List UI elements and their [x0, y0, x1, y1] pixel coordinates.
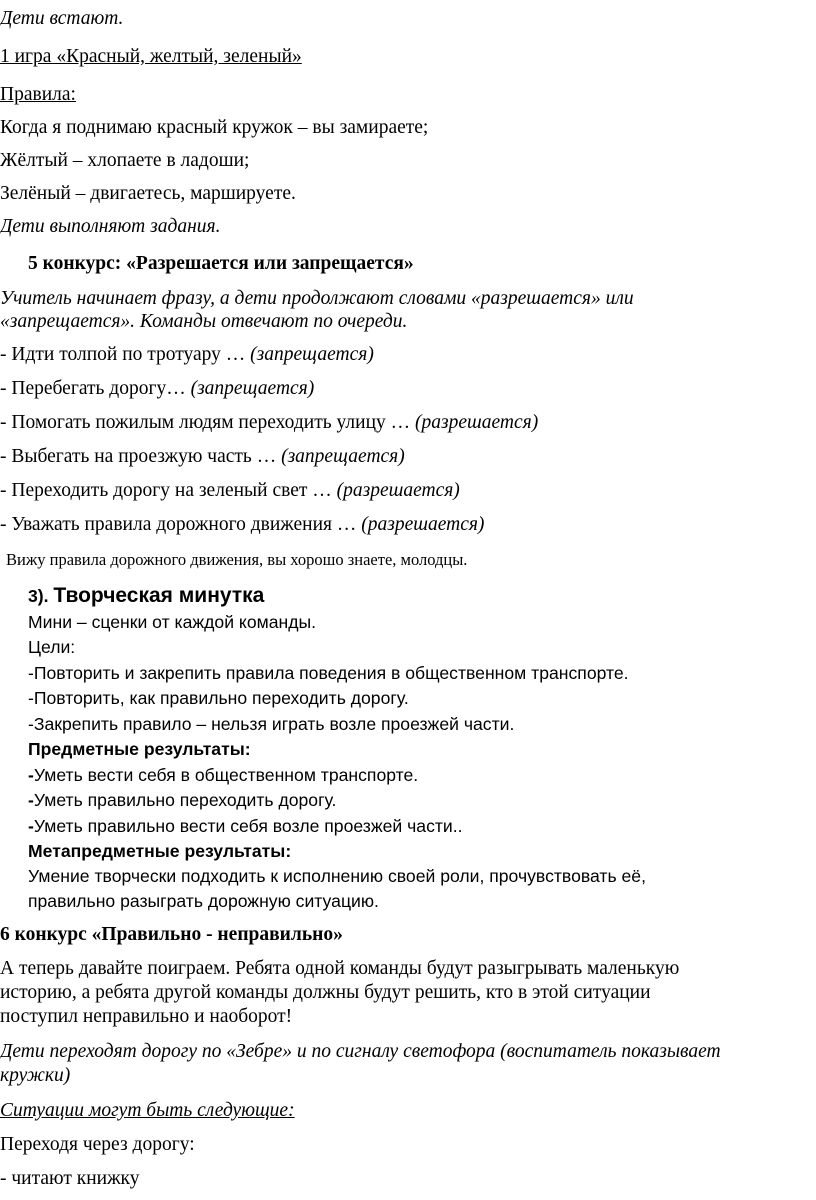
creative-mini: Мини – сценки от каждой команды. [28, 612, 317, 632]
kids-do-text: Дети выполняют задания. [0, 216, 221, 237]
reading-item: - читают книжку [0, 1168, 140, 1189]
contest5-intro-line1: Учитель начинает фразу, а дети продолжают словами «разрешается» или [0, 288, 634, 309]
subject-result-item: -Уметь правильно вести себя возле проезжей части.. [28, 816, 463, 836]
contest6-note-line2: кружки) [0, 1065, 71, 1086]
subject-result-item: -Уметь вести себя в общественном транспорте. [28, 765, 419, 785]
subject-results-label: Предметные результаты: [28, 739, 251, 759]
contest5-intro-line2: «запрещается». Команды отвечают по очереди. [0, 311, 408, 332]
goal-item: -Повторить и закрепить правила поведения в общественном транспорте. [28, 663, 629, 683]
contest6-note-line1: Дети переходят дорогу по «Зебре» и по сигналу светофора (воспитатель показывает [0, 1041, 721, 1062]
goal-item: -Повторить, как правильно переходить дорогу. [28, 688, 409, 708]
situations-label: Ситуации могут быть следующие: [0, 1100, 295, 1121]
goals-label: Цели: [28, 637, 76, 657]
kids-stand-text: Дети встают. [0, 8, 124, 29]
contest6-para-line3: поступил неправильно и наоборот! [0, 1006, 293, 1027]
list-item: - Помогать пожилым людям переходить улицу … (разрешается) [0, 412, 539, 433]
rules-label: Правила: [0, 84, 76, 105]
list-item: - Уважать правила дорожного движения … (разрешается) [0, 514, 485, 535]
subject-result-item: -Уметь правильно переходить дорогу. [28, 790, 337, 810]
meta-results-line2: правильно разыграть дорожную ситуацию. [28, 891, 379, 911]
rule-red: Когда я поднимаю красный кружок – вы замираете; [0, 117, 429, 138]
rule-green: Зелёный – двигаетесь, маршируете. [0, 183, 296, 204]
contest6-para-line1: А теперь давайте поиграем. Ребята одной команды будут разыгрывать маленькую [0, 958, 680, 979]
list-item: - Идти толпой по тротуару … (запрещается) [0, 344, 374, 365]
meta-results-label: Метапредметные результаты: [28, 841, 292, 861]
rule-yellow: Жёлтый – хлопаете в ладоши; [0, 150, 250, 171]
contest5-title: 5 конкурс: «Разрешается или запрещается» [28, 253, 414, 274]
creative-title: 3). Творческая минутка [28, 584, 265, 607]
list-item: - Переходить дорогу на зеленый свет … (разрешается) [0, 480, 460, 501]
goal-item: -Закрепить правило – нельзя играть возле проезжей части. [28, 714, 515, 734]
contest5-conclusion: Вижу правила дорожного движения, вы хорошо знаете, молодцы. [6, 550, 468, 569]
list-item: - Перебегать дорогу… (запрещается) [0, 378, 315, 399]
list-item: - Выбегать на проезжую часть … (запрещается) [0, 446, 405, 467]
meta-results-line1: Умение творчески подходить к исполнению своей роли, прочувствовать её, [28, 866, 646, 886]
contest6-title: 6 конкурс «Правильно - неправильно» [0, 924, 343, 945]
contest6-para-line2: историю, а ребята другой команды должны будут решить, кто в этой ситуации [0, 982, 651, 1003]
game-title: 1 игра «Красный, желтый, зеленый» [0, 46, 302, 67]
crossing-text: Переходя через дорогу: [0, 1134, 195, 1155]
